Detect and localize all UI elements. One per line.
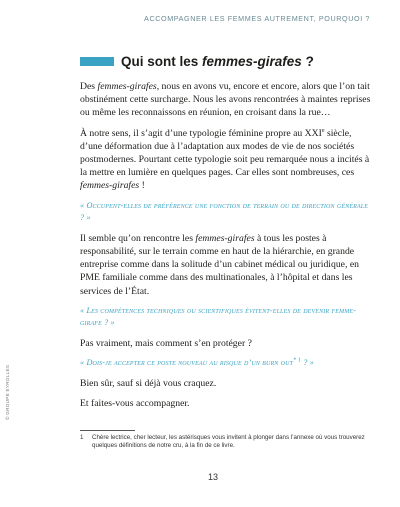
- p3-text-a: Il semble qu’on rencontre les: [80, 232, 196, 244]
- question-3-text-b: ? »: [301, 358, 314, 368]
- footnote-text: Chère lectrice, cher lecteur, les astérisques vous invitent à plonger dans l’annexe où vous trouverez quelques définitions de notre cru, à la fin de ce livre.: [92, 434, 365, 450]
- p2-italic: femmes-girafes: [80, 180, 140, 192]
- footnote-marker: * 1: [293, 357, 302, 364]
- running-head: ACCOMPAGNER LES FEMMES AUTREMENT, POURQUOI ?: [144, 14, 370, 23]
- section-heading: [80, 54, 314, 69]
- question-3-text-a: « Dois-je accepter ce poste nouveau au risque d’un burn out: [80, 358, 294, 368]
- footnote-rule: [80, 430, 135, 431]
- paragraph-4: Pas vraiment, mais comment s’en protéger ?: [80, 338, 252, 350]
- p3-italic: femmes-girafes: [195, 232, 255, 244]
- question-1: [80, 200, 374, 225]
- question-2: [80, 305, 374, 330]
- p1-lead: Des: [80, 81, 98, 92]
- section-title-italic: femmes-girafes: [202, 54, 302, 69]
- paragraph-5: Bien sûr, sauf si déjà vous craquez.: [80, 377, 217, 389]
- question-2-text: « Les compétences techniques ou scientifiques évitent-elles de devenir femme-girafe ? »: [80, 305, 357, 328]
- paragraph-2: [80, 127, 374, 193]
- question-1-text: « Occupent-elles de préférence une fonction de terrain ou de direction générale ? »: [80, 200, 369, 223]
- paragraph-3: [80, 232, 374, 298]
- section-title-prefix: Qui sont les: [121, 54, 203, 69]
- p2-century: XXI: [304, 127, 322, 139]
- section-title: [121, 54, 314, 69]
- footnote: [80, 434, 374, 451]
- page-number: 13: [207, 472, 218, 482]
- paragraph-6: Et faites-vous accompagner.: [80, 398, 190, 410]
- body-text: [80, 80, 374, 417]
- p1-italic: femmes-girafes: [97, 81, 157, 92]
- p2-text-a: À notre sens, il s’agit d’une typologie féminine propre au: [80, 127, 305, 139]
- p2-century-sup: e: [321, 127, 325, 134]
- footnote-number: 1: [80, 434, 84, 441]
- paragraph-1: [80, 80, 374, 120]
- p3-text-b: à tous les postes à responsabilité, sur le terrain comme en haut de la hiérarchie, en grande entreprise comme dans la solitude d’un cabinet médical ou juridique, en PME familiale comme dans des multinationales, à l’hôpital et dans les services de l’État.: [80, 232, 359, 297]
- p1-text: , nous en avons vu, encore et encore, alors que l’on tait obstinément cette surcharge. Nous les avons rencontrées à maintes reprises ou même les reconnaissons en réunion, en croisant dans la rue…: [80, 81, 371, 119]
- question-3: [80, 357, 374, 370]
- section-title-suffix: ?: [301, 54, 314, 69]
- p2-text-c: !: [139, 180, 145, 192]
- heading-accent-bar: [80, 57, 114, 66]
- p2-text-b: siècle, d’une déformation due à l’adaptation aux modes de vie de nos sociétés postmodernes. Pourtant cette typologie soit peu remarquée nous a incités à la mettre en lumière en quelques pages. Car elles sont nombreuses, ces: [80, 127, 370, 179]
- copyright-notice: © GROUPE EYROLLES: [5, 364, 10, 420]
